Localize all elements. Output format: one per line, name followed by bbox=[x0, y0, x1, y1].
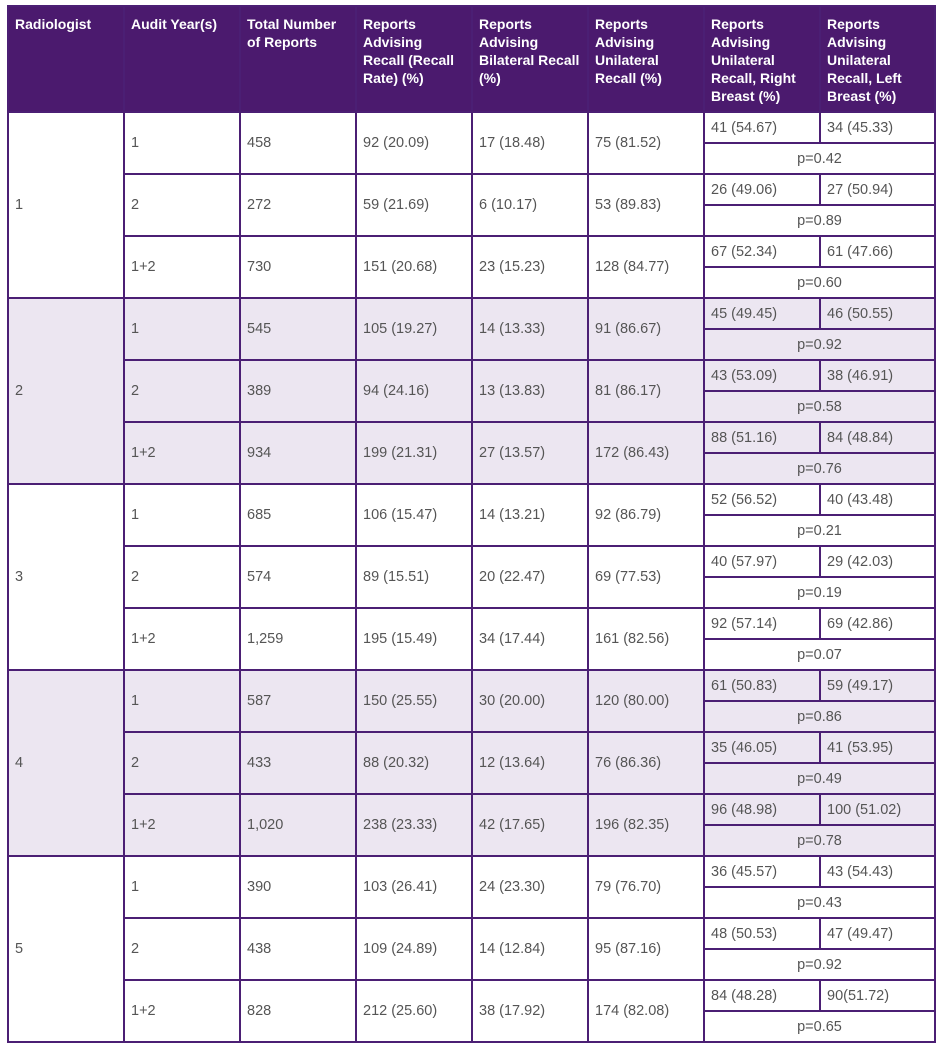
total-reports-cell: 574 bbox=[240, 546, 356, 608]
audit-year-cell: 1 bbox=[124, 484, 240, 546]
unilateral-recall-cell: 76 (86.36) bbox=[588, 732, 704, 794]
unilateral-recall-cell: 79 (76.70) bbox=[588, 856, 704, 918]
audit-table-container bbox=[7, 5, 936, 1043]
bilateral-recall-cell: 13 (13.83) bbox=[472, 360, 588, 422]
total-reports-cell: 934 bbox=[240, 422, 356, 484]
left-breast-recall-cell: 69 (42.86) bbox=[820, 608, 935, 639]
p-value-cell: p=0.76 bbox=[704, 453, 935, 484]
right-breast-recall-cell: 45 (49.45) bbox=[704, 298, 820, 329]
recall-rate-cell: 103 (26.41) bbox=[356, 856, 472, 918]
recall-rate-cell: 199 (21.31) bbox=[356, 422, 472, 484]
table-row bbox=[8, 918, 935, 949]
total-reports-cell: 1,259 bbox=[240, 608, 356, 670]
audit-year-cell: 1+2 bbox=[124, 980, 240, 1042]
audit-year-cell: 1+2 bbox=[124, 236, 240, 298]
right-breast-recall-cell: 61 (50.83) bbox=[704, 670, 820, 701]
p-value-cell: p=0.65 bbox=[704, 1011, 935, 1042]
unilateral-recall-cell: 53 (89.83) bbox=[588, 174, 704, 236]
audit-year-cell: 1 bbox=[124, 112, 240, 174]
recall-rate-cell: 151 (20.68) bbox=[356, 236, 472, 298]
bilateral-recall-cell: 23 (15.23) bbox=[472, 236, 588, 298]
left-breast-recall-cell: 27 (50.94) bbox=[820, 174, 935, 205]
p-value-cell: p=0.92 bbox=[704, 949, 935, 980]
table-row bbox=[8, 298, 935, 329]
table-row bbox=[8, 236, 935, 267]
right-breast-recall-cell: 40 (57.97) bbox=[704, 546, 820, 577]
unilateral-recall-cell: 75 (81.52) bbox=[588, 112, 704, 174]
audit-table-body bbox=[8, 112, 935, 1042]
header-radiologist: Radiologist bbox=[8, 6, 124, 112]
audit-year-cell: 2 bbox=[124, 174, 240, 236]
unilateral-recall-cell: 91 (86.67) bbox=[588, 298, 704, 360]
left-breast-recall-cell: 34 (45.33) bbox=[820, 112, 935, 143]
p-value-cell: p=0.86 bbox=[704, 701, 935, 732]
header-total-reports: Total Number of Reports bbox=[240, 6, 356, 112]
table-row bbox=[8, 670, 935, 701]
left-breast-recall-cell: 90(51.72) bbox=[820, 980, 935, 1011]
left-breast-recall-cell: 43 (54.43) bbox=[820, 856, 935, 887]
audit-year-cell: 1+2 bbox=[124, 608, 240, 670]
recall-rate-cell: 94 (24.16) bbox=[356, 360, 472, 422]
right-breast-recall-cell: 43 (53.09) bbox=[704, 360, 820, 391]
total-reports-cell: 433 bbox=[240, 732, 356, 794]
unilateral-recall-cell: 161 (82.56) bbox=[588, 608, 704, 670]
right-breast-recall-cell: 35 (46.05) bbox=[704, 732, 820, 763]
total-reports-cell: 730 bbox=[240, 236, 356, 298]
audit-year-cell: 1 bbox=[124, 856, 240, 918]
p-value-cell: p=0.60 bbox=[704, 267, 935, 298]
right-breast-recall-cell: 41 (54.67) bbox=[704, 112, 820, 143]
bilateral-recall-cell: 14 (13.21) bbox=[472, 484, 588, 546]
bilateral-recall-cell: 17 (18.48) bbox=[472, 112, 588, 174]
left-breast-recall-cell: 100 (51.02) bbox=[820, 794, 935, 825]
audit-year-cell: 1 bbox=[124, 670, 240, 732]
recall-rate-cell: 92 (20.09) bbox=[356, 112, 472, 174]
table-row bbox=[8, 608, 935, 639]
total-reports-cell: 438 bbox=[240, 918, 356, 980]
p-value-cell: p=0.07 bbox=[704, 639, 935, 670]
right-breast-recall-cell: 26 (49.06) bbox=[704, 174, 820, 205]
recall-rate-cell: 89 (15.51) bbox=[356, 546, 472, 608]
p-value-cell: p=0.19 bbox=[704, 577, 935, 608]
left-breast-recall-cell: 38 (46.91) bbox=[820, 360, 935, 391]
bilateral-recall-cell: 20 (22.47) bbox=[472, 546, 588, 608]
p-value-cell: p=0.92 bbox=[704, 329, 935, 360]
right-breast-recall-cell: 92 (57.14) bbox=[704, 608, 820, 639]
left-breast-recall-cell: 59 (49.17) bbox=[820, 670, 935, 701]
radiologist-cell: 3 bbox=[8, 484, 124, 670]
bilateral-recall-cell: 27 (13.57) bbox=[472, 422, 588, 484]
right-breast-recall-cell: 67 (52.34) bbox=[704, 236, 820, 267]
bilateral-recall-cell: 14 (12.84) bbox=[472, 918, 588, 980]
total-reports-cell: 545 bbox=[240, 298, 356, 360]
total-reports-cell: 272 bbox=[240, 174, 356, 236]
recall-rate-cell: 59 (21.69) bbox=[356, 174, 472, 236]
bilateral-recall-cell: 12 (13.64) bbox=[472, 732, 588, 794]
table-row bbox=[8, 856, 935, 887]
audit-year-cell: 1+2 bbox=[124, 794, 240, 856]
right-breast-recall-cell: 36 (45.57) bbox=[704, 856, 820, 887]
recall-rate-cell: 238 (23.33) bbox=[356, 794, 472, 856]
total-reports-cell: 828 bbox=[240, 980, 356, 1042]
total-reports-cell: 685 bbox=[240, 484, 356, 546]
unilateral-recall-cell: 196 (82.35) bbox=[588, 794, 704, 856]
audit-year-cell: 1+2 bbox=[124, 422, 240, 484]
recall-rate-cell: 105 (19.27) bbox=[356, 298, 472, 360]
header-row bbox=[8, 6, 935, 112]
unilateral-recall-cell: 172 (86.43) bbox=[588, 422, 704, 484]
table-row bbox=[8, 484, 935, 515]
audit-year-cell: 1 bbox=[124, 298, 240, 360]
total-reports-cell: 1,020 bbox=[240, 794, 356, 856]
right-breast-recall-cell: 88 (51.16) bbox=[704, 422, 820, 453]
bilateral-recall-cell: 30 (20.00) bbox=[472, 670, 588, 732]
p-value-cell: p=0.89 bbox=[704, 205, 935, 236]
recall-rate-cell: 109 (24.89) bbox=[356, 918, 472, 980]
recall-rate-cell: 212 (25.60) bbox=[356, 980, 472, 1042]
p-value-cell: p=0.42 bbox=[704, 143, 935, 174]
header-bilateral-recall: Reports Advising Bilateral Recall (%) bbox=[472, 6, 588, 112]
unilateral-recall-cell: 69 (77.53) bbox=[588, 546, 704, 608]
unilateral-recall-cell: 174 (82.08) bbox=[588, 980, 704, 1042]
unilateral-recall-cell: 120 (80.00) bbox=[588, 670, 704, 732]
p-value-cell: p=0.78 bbox=[704, 825, 935, 856]
audit-year-cell: 2 bbox=[124, 732, 240, 794]
p-value-cell: p=0.49 bbox=[704, 763, 935, 794]
header-right-breast-recall: Reports Advising Unilateral Recall, Right Breast (%) bbox=[704, 6, 820, 112]
header-unilateral-recall: Reports Advising Unilateral Recall (%) bbox=[588, 6, 704, 112]
left-breast-recall-cell: 40 (43.48) bbox=[820, 484, 935, 515]
total-reports-cell: 389 bbox=[240, 360, 356, 422]
left-breast-recall-cell: 46 (50.55) bbox=[820, 298, 935, 329]
unilateral-recall-cell: 95 (87.16) bbox=[588, 918, 704, 980]
right-breast-recall-cell: 48 (50.53) bbox=[704, 918, 820, 949]
p-value-cell: p=0.58 bbox=[704, 391, 935, 422]
p-value-cell: p=0.21 bbox=[704, 515, 935, 546]
radiologist-cell: 4 bbox=[8, 670, 124, 856]
bilateral-recall-cell: 6 (10.17) bbox=[472, 174, 588, 236]
recall-rate-cell: 195 (15.49) bbox=[356, 608, 472, 670]
bilateral-recall-cell: 34 (17.44) bbox=[472, 608, 588, 670]
table-row bbox=[8, 980, 935, 1011]
bilateral-recall-cell: 24 (23.30) bbox=[472, 856, 588, 918]
table-row bbox=[8, 112, 935, 143]
left-breast-recall-cell: 29 (42.03) bbox=[820, 546, 935, 577]
right-breast-recall-cell: 84 (48.28) bbox=[704, 980, 820, 1011]
audit-year-cell: 2 bbox=[124, 918, 240, 980]
table-row bbox=[8, 546, 935, 577]
header-audit-years: Audit Year(s) bbox=[124, 6, 240, 112]
table-row bbox=[8, 174, 935, 205]
unilateral-recall-cell: 81 (86.17) bbox=[588, 360, 704, 422]
left-breast-recall-cell: 61 (47.66) bbox=[820, 236, 935, 267]
bilateral-recall-cell: 42 (17.65) bbox=[472, 794, 588, 856]
table-row bbox=[8, 732, 935, 763]
right-breast-recall-cell: 52 (56.52) bbox=[704, 484, 820, 515]
p-value-cell: p=0.43 bbox=[704, 887, 935, 918]
unilateral-recall-cell: 128 (84.77) bbox=[588, 236, 704, 298]
unilateral-recall-cell: 92 (86.79) bbox=[588, 484, 704, 546]
recall-rate-cell: 150 (25.55) bbox=[356, 670, 472, 732]
total-reports-cell: 390 bbox=[240, 856, 356, 918]
table-row bbox=[8, 360, 935, 391]
audit-table bbox=[7, 5, 936, 1043]
recall-rate-cell: 106 (15.47) bbox=[356, 484, 472, 546]
bilateral-recall-cell: 14 (13.33) bbox=[472, 298, 588, 360]
total-reports-cell: 458 bbox=[240, 112, 356, 174]
radiologist-cell: 2 bbox=[8, 298, 124, 484]
table-row bbox=[8, 794, 935, 825]
radiologist-cell: 1 bbox=[8, 112, 124, 298]
table-row bbox=[8, 422, 935, 453]
left-breast-recall-cell: 47 (49.47) bbox=[820, 918, 935, 949]
left-breast-recall-cell: 84 (48.84) bbox=[820, 422, 935, 453]
recall-rate-cell: 88 (20.32) bbox=[356, 732, 472, 794]
radiologist-cell: 5 bbox=[8, 856, 124, 1042]
header-recall-rate: Reports Advising Recall (Recall Rate) (%) bbox=[356, 6, 472, 112]
audit-year-cell: 2 bbox=[124, 360, 240, 422]
header-left-breast-recall: Reports Advising Unilateral Recall, Left Breast (%) bbox=[820, 6, 935, 112]
total-reports-cell: 587 bbox=[240, 670, 356, 732]
audit-year-cell: 2 bbox=[124, 546, 240, 608]
right-breast-recall-cell: 96 (48.98) bbox=[704, 794, 820, 825]
left-breast-recall-cell: 41 (53.95) bbox=[820, 732, 935, 763]
bilateral-recall-cell: 38 (17.92) bbox=[472, 980, 588, 1042]
